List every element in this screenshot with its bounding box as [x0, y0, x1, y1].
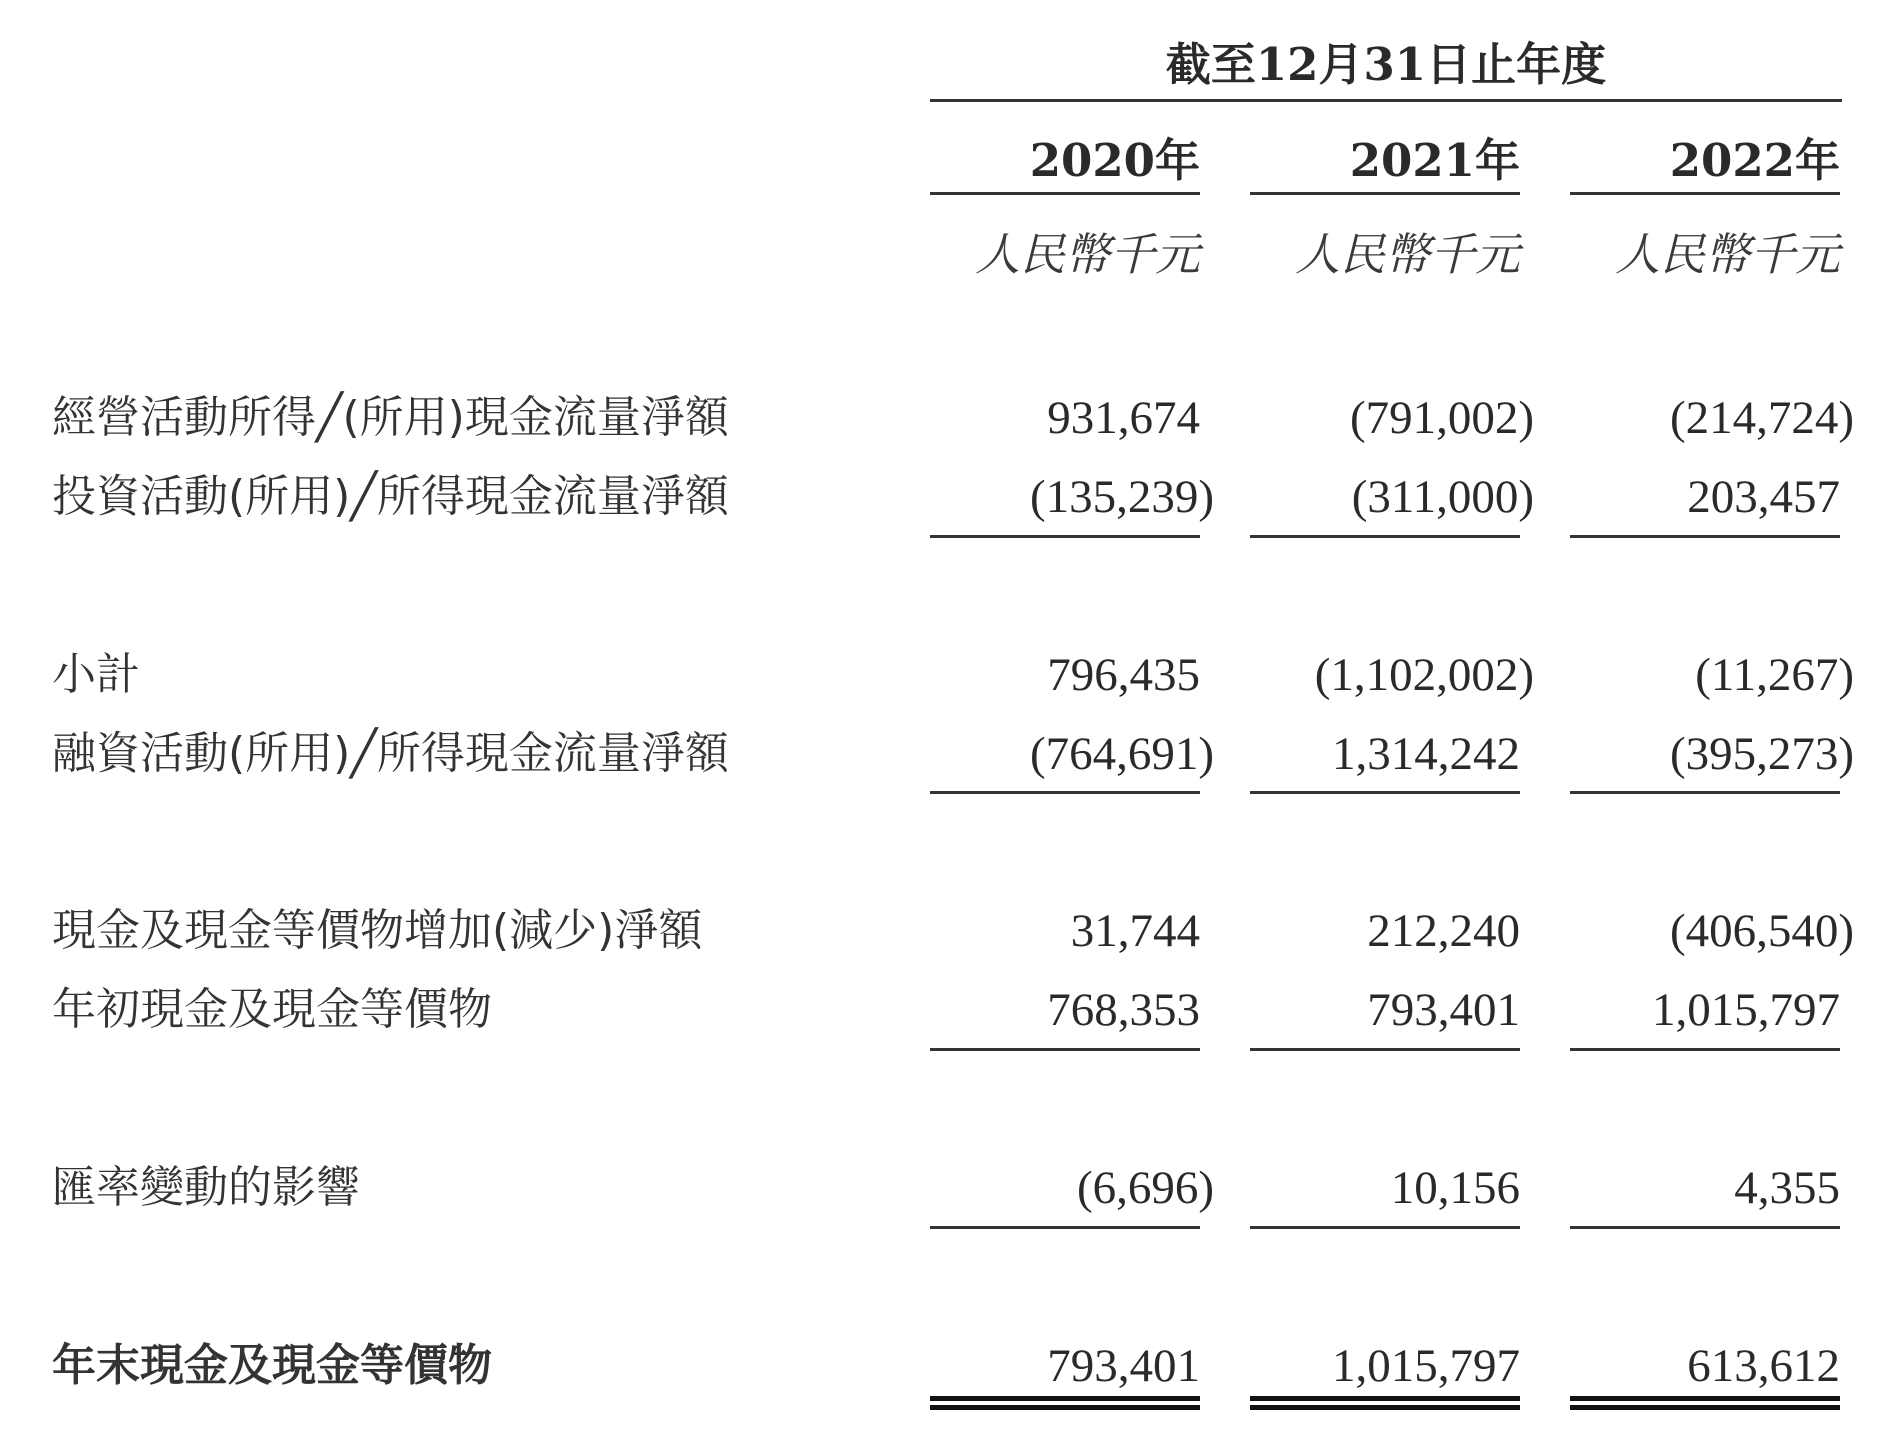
total-double-rule	[930, 1396, 1200, 1410]
row-label: 融資活動(所用)╱所得現金流量淨額	[52, 728, 729, 779]
subtotal-rule	[930, 1226, 1200, 1229]
year-header-2021: 2021年	[1349, 134, 1520, 187]
value-cell: 203,457	[1687, 471, 1840, 523]
subtotal-rule	[930, 791, 1200, 794]
row-label: 小計	[52, 649, 140, 700]
unit-label-2020: 人民幣千元	[974, 228, 1200, 281]
row-label: 匯率變動的影響	[52, 1162, 360, 1213]
value-cell: 1,015,797	[1332, 1340, 1520, 1392]
subtotal-rule	[1250, 535, 1520, 538]
subtotal-rule	[1250, 791, 1520, 794]
value-cell: 1,314,242	[1332, 728, 1520, 780]
value-cell: 4,355	[1734, 1162, 1840, 1214]
subtotal-rule	[1570, 535, 1840, 538]
period-header: 截至12月31日止年度	[1165, 38, 1607, 91]
unit-label-2021: 人民幣千元	[1294, 228, 1520, 281]
value-cell: (135,239)	[1029, 471, 1214, 523]
period-header-rule	[930, 99, 1842, 102]
row-label: 現金及現金等價物增加(減少)淨額	[52, 905, 703, 956]
value-cell: (214,724)	[1669, 392, 1854, 444]
year-header-2022: 2022年	[1669, 134, 1840, 187]
subtotal-rule	[930, 1048, 1200, 1051]
subtotal-rule	[1570, 1226, 1840, 1229]
total-double-rule	[1250, 1396, 1520, 1410]
subtotal-rule	[1250, 1226, 1520, 1229]
value-cell: 796,435	[1047, 649, 1200, 701]
row-label: 年初現金及現金等價物	[52, 984, 492, 1035]
value-cell: 793,401	[1367, 984, 1520, 1036]
value-cell: (11,267)	[1695, 649, 1854, 701]
year-header-rule	[1250, 192, 1520, 195]
value-cell: (395,273)	[1669, 728, 1854, 780]
year-header-rule	[930, 192, 1200, 195]
row-label: 投資活動(所用)╱所得現金流量淨額	[52, 471, 729, 522]
value-cell: 613,612	[1687, 1340, 1840, 1392]
subtotal-rule	[1570, 791, 1840, 794]
row-label: 年末現金及現金等價物	[52, 1340, 492, 1391]
value-cell: (764,691)	[1029, 728, 1214, 780]
value-cell: 31,744	[1070, 905, 1200, 957]
value-cell: (311,000)	[1351, 471, 1534, 523]
value-cell: 931,674	[1047, 392, 1200, 444]
year-header-2020: 2020年	[1029, 134, 1200, 187]
value-cell: (1,102,002)	[1314, 649, 1534, 701]
subtotal-rule	[1570, 1048, 1840, 1051]
row-label: 經營活動所得╱(所用)現金流量淨額	[52, 392, 729, 443]
value-cell: (406,540)	[1669, 905, 1854, 957]
value-cell: 768,353	[1047, 984, 1200, 1036]
value-cell: 10,156	[1390, 1162, 1520, 1214]
year-header-rule	[1570, 192, 1840, 195]
value-cell: 1,015,797	[1652, 984, 1840, 1036]
value-cell: (791,002)	[1349, 392, 1534, 444]
value-cell: 793,401	[1047, 1340, 1200, 1392]
value-cell: 212,240	[1367, 905, 1520, 957]
unit-label-2022: 人民幣千元	[1614, 228, 1840, 281]
subtotal-rule	[1250, 1048, 1520, 1051]
total-double-rule	[1570, 1396, 1840, 1410]
value-cell: (6,696)	[1076, 1162, 1214, 1214]
subtotal-rule	[930, 535, 1200, 538]
